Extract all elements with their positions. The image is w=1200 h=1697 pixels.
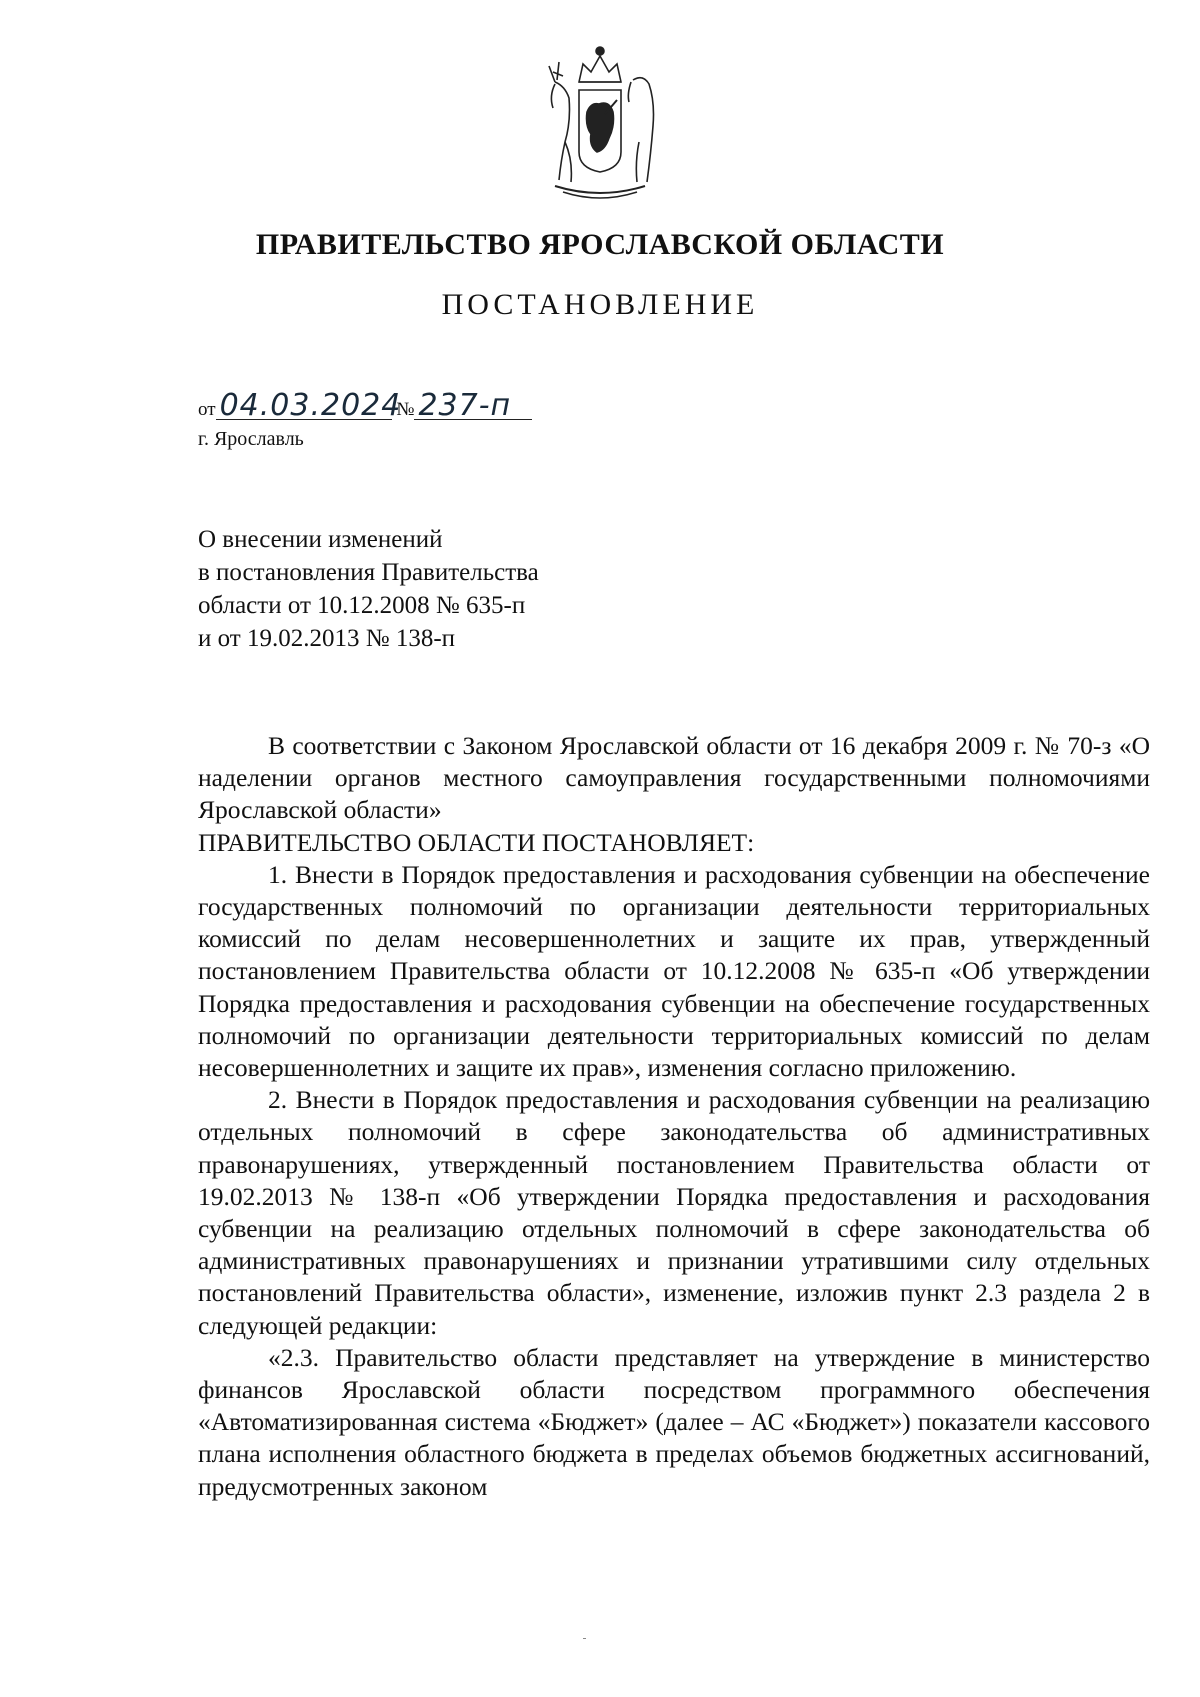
item-1-paragraph: 1. Внести в Порядок предоставления и расходования субвенции на обеспечение государственных полномочий по организации деятельности территориальных комиссий по делам несовершеннолетних и защите их прав, утвержденный постановлением Правительства области от 10.12.2008 № 635-п «Об утверждении Порядка предоставления и расходования субвенции на обеспечение государственных полномочий по организации деятельности территориальных комиссий по делам несовершеннолетних и защите их прав», изменения согласно приложению. <box>198 859 1150 1083</box>
decree-date: 04.03.2024 <box>216 393 392 420</box>
decree-number: 237-п <box>414 393 532 420</box>
from-label: от <box>198 399 216 420</box>
item-2-paragraph: 2. Внести в Порядок предоставления и расходования субвенции на реализацию отдельных полномочий в сфере законодательства об административных правонарушениях, утвержденный постановлением Правительства области от 19.02.2013 № 138-п «Об утверждении Порядка предоставления и расходования субвенции на реализацию отдельных полномочий в сфере законодательства об административных правонарушениях и признании утратившими силу отдельных постановлений Правительства области», изменение, изложив пункт 2.3 раздела 2 в следующей редакции: <box>198 1085 1150 1340</box>
subject-line: области от 10.12.2008 № 635-п <box>198 592 526 619</box>
scan-speck <box>583 1638 586 1639</box>
decree-body <box>198 730 1150 1503</box>
city: г. Ярославль <box>198 428 304 450</box>
subject-line: О внесении изменений <box>198 526 443 553</box>
date-number-line <box>198 388 532 423</box>
number-label: № <box>396 399 415 420</box>
item-2-3-paragraph: «2.3. Правительство области представляет на утверждение в министерство финансов Ярославской области посредством программного обеспечения «Автоматизированная система «Бюджет» (далее – АС «Бюджет») показатели кассового плана исполнения областного бюджета в пределах объемов бюджетных ассигнований, предусмотренных законом <box>198 1342 1150 1501</box>
government-title: ПРАВИТЕЛЬСТВО ЯРОСЛАВСКОЙ ОБЛАСТИ <box>255 228 945 261</box>
subject-line: и от 19.02.2013 № 138-п <box>198 625 456 652</box>
subject-block <box>198 523 539 655</box>
document-type: ПОСТАНОВЛЕНИЕ <box>441 288 759 321</box>
preamble-paragraph: В соответствии с Законом Ярославской области от 16 декабря 2009 г. № 70-з «О наделении органов местного самоуправления государственными полномочиями Ярославской области» <box>198 731 1150 825</box>
resolves-line: ПРАВИТЕЛЬСТВО ОБЛАСТИ ПОСТАНОВЛЯЕТ: <box>198 827 755 857</box>
subject-line: в постановления Правительства <box>198 559 539 586</box>
coat-of-arms-icon <box>535 42 665 202</box>
